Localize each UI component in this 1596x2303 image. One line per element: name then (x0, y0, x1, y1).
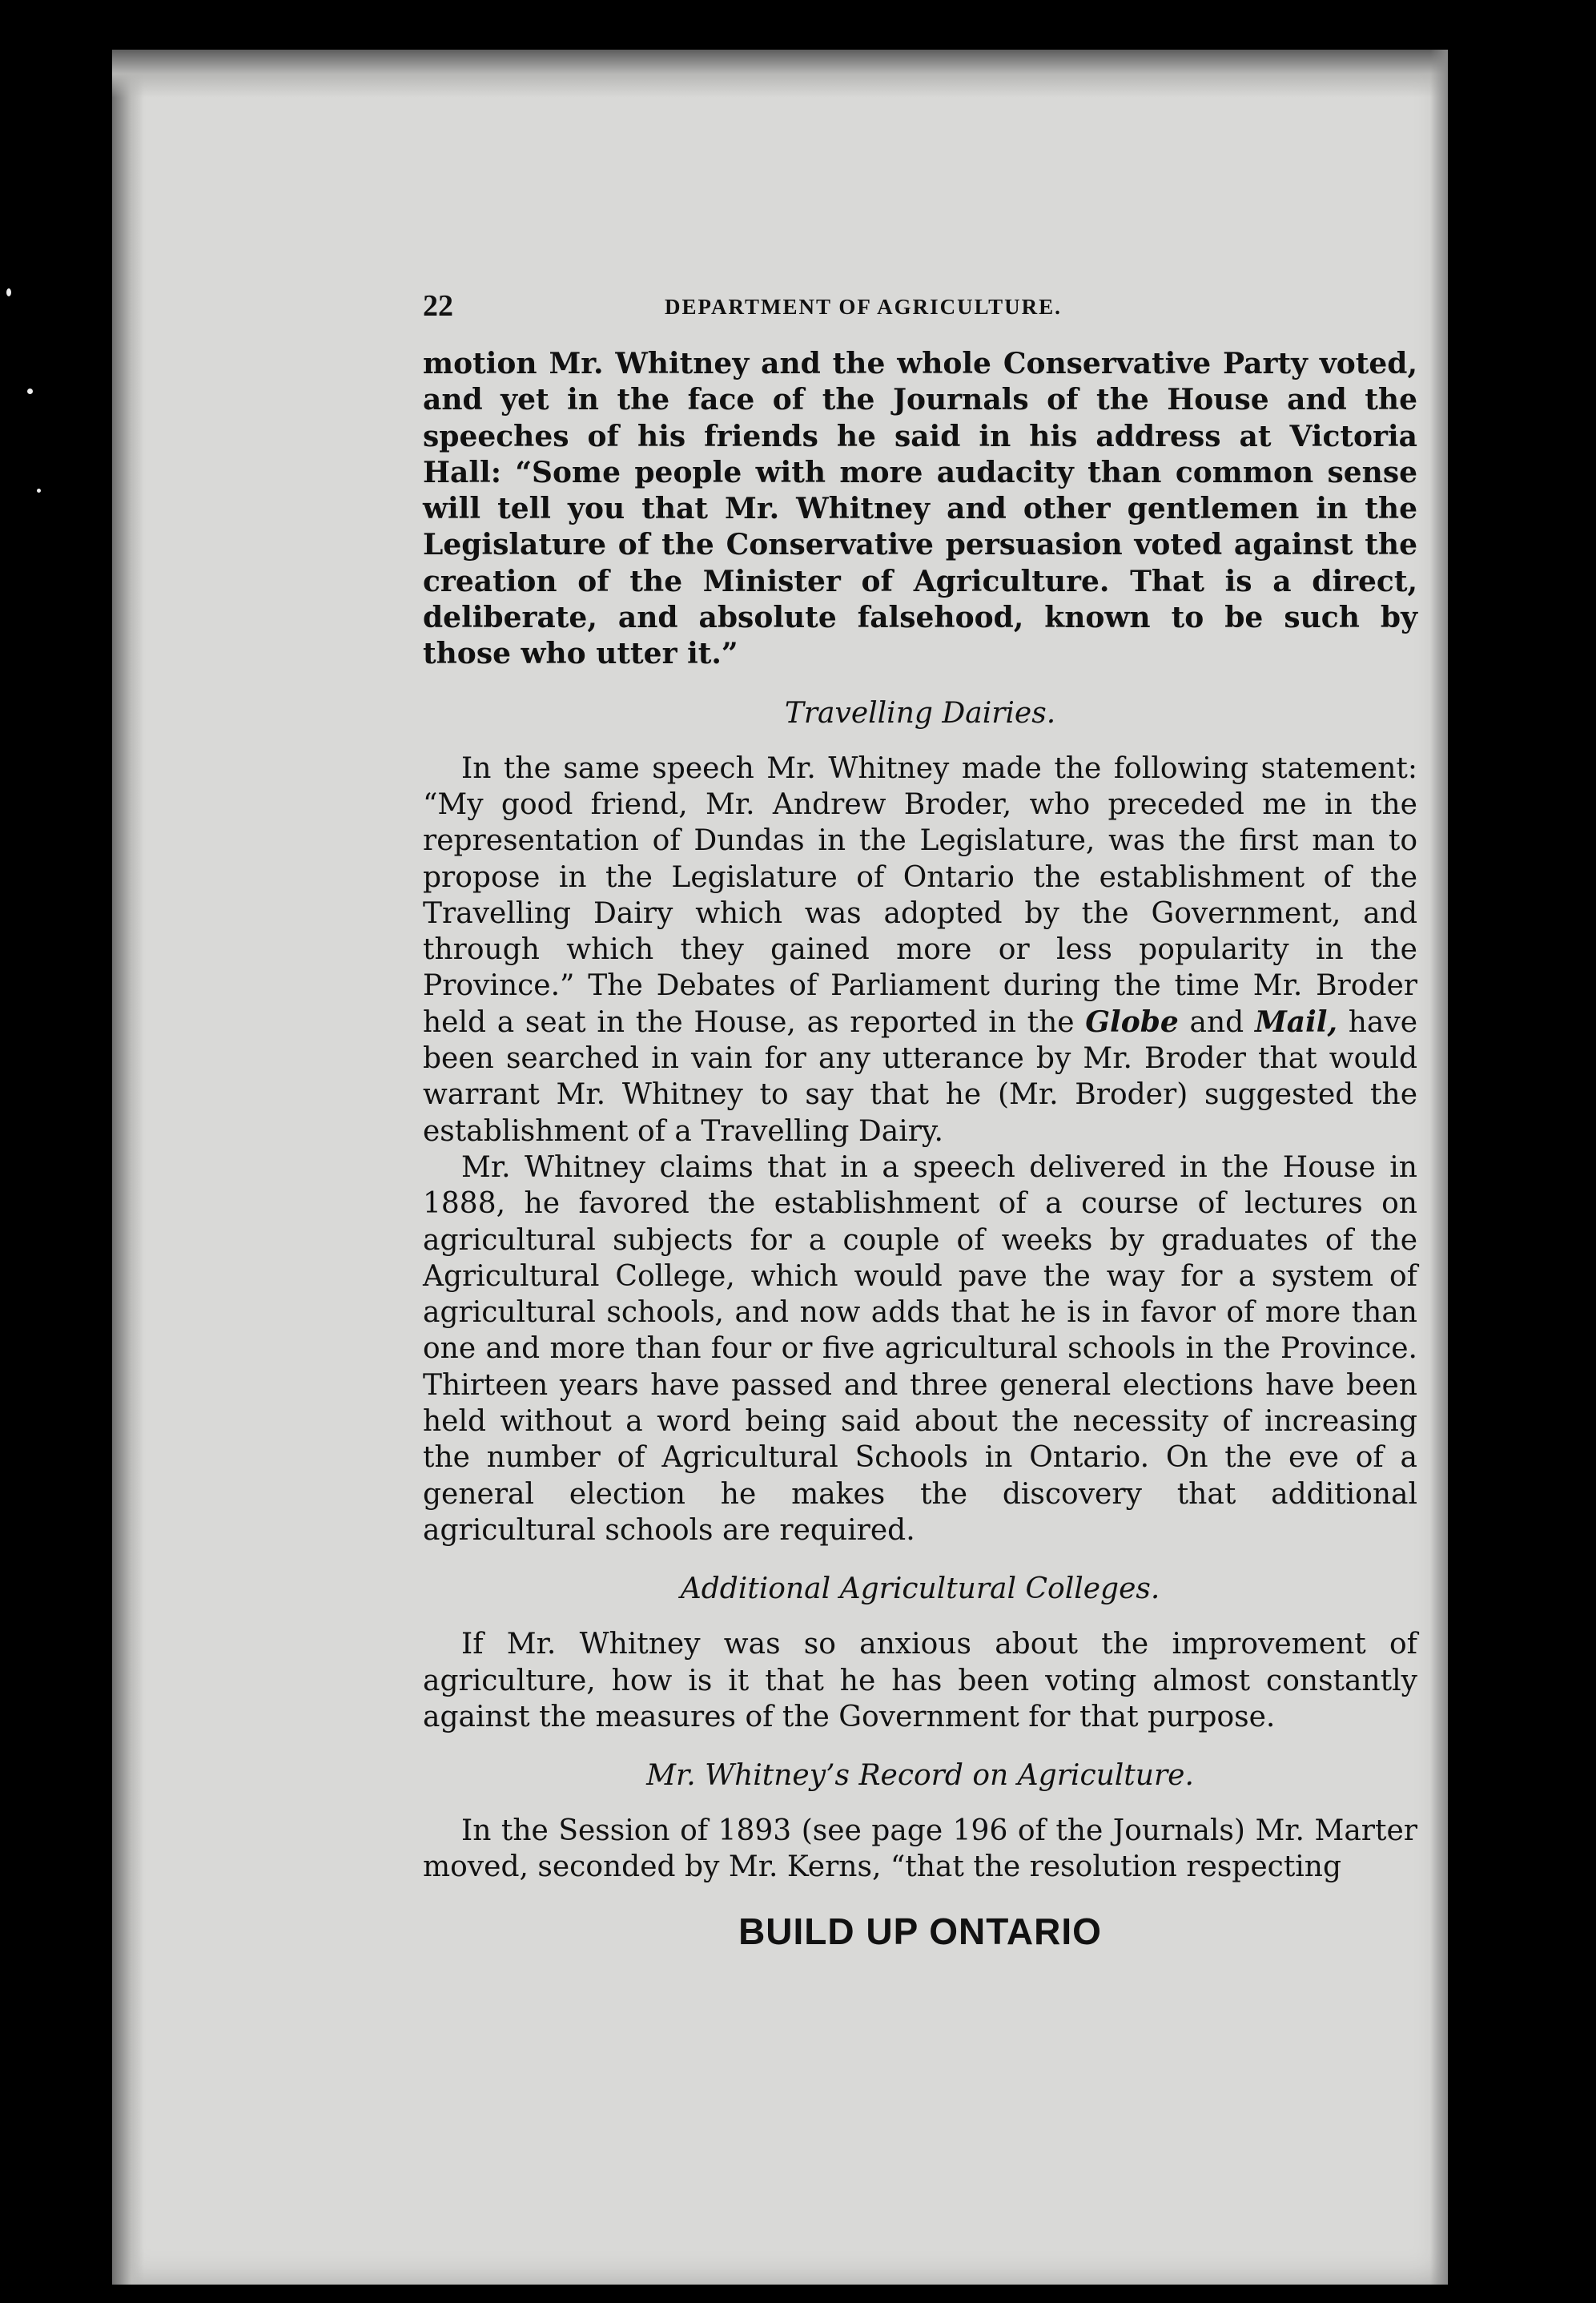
paragraph-text: have been searched in vain for any utterance by Mr. Broder that would warrant Mr. Whitney to say that he (Mr. Broder) suggested the establishment of a Travelling Dairy. (423, 1005, 1418, 1148)
running-title: DEPARTMENT OF AGRICULTURE. (665, 295, 1062, 319)
paragraph-agricultural-schools: Mr. Whitney claims that in a speech delivered in the House in 1888, he favored the establishment of a course of lectures on agricultural subjects for a couple of weeks by graduates of the Agricultural College, which would pave the way for a system of agricultural schools, and now adds that he is in favor of more than one and more than four or five agricultural schools in the Province. Thirteen years have passed and three general elections have been held without a word being said about the necessity of increasing the number of Agricultural Schools in Ontario. On the eve of a general election he makes the discovery that additional agricultural schools are required. (423, 1150, 1417, 1547)
paragraph-voting-record: If Mr. Whitney was so anxious about the improvement of agriculture, how is it that he has been voting almost constantly against the measures of the Government for that purpose. (423, 1628, 1417, 1733)
paragraph-travelling-dairy (423, 751, 1417, 1149)
page-shadow-right (1430, 50, 1448, 2285)
scan-speck (27, 389, 33, 394)
section-heading-additional-colleges: Additional Agricultural Colleges. (680, 1572, 1160, 1606)
page-shadow-top (112, 50, 1448, 98)
section-heading-record-on-agriculture: Mr. Whitney’s Record on Agriculture. (646, 1759, 1194, 1793)
footer-slogan: BUILD UP ONTARIO (738, 1910, 1102, 1952)
newspaper-mail: Mail, (1254, 1005, 1337, 1039)
scan-speck (37, 489, 41, 493)
page-number: 22 (423, 289, 453, 323)
running-head (423, 288, 1417, 328)
page-content (423, 288, 1417, 1953)
paragraph-victoria-hall: motion Mr. Whitney and the whole Conservative Party voted, and yet in the face of the Journals of the House and the speeches of his friends he said in his address at Victoria Hall: “Some people with more audacity than common sense will tell you that Mr. Whitney and other gentlemen in the Legislature of the Conservative persuasion voted against the creation of the Minister of Agriculture. That is a direct, deliberate, and absolute falsehood, known to be such by those who utter it.” (423, 347, 1417, 671)
page-shadow-left (112, 50, 144, 2285)
paragraph-text: and (1189, 1005, 1244, 1039)
newspaper-globe: Globe (1085, 1005, 1179, 1039)
scan-speck (6, 288, 11, 296)
section-heading-travelling-dairies: Travelling Dairies. (784, 696, 1056, 730)
paragraph-session-1893: In the Session of 1893 (see page 196 of the Journals) Mr. Marter moved, seconded by Mr. Kerns, “that the resolution respecting (423, 1814, 1417, 1884)
paragraph-text: In the same speech Mr. Whitney made the following statement: “My good friend, Mr. Andrew Broder, who preceded me in the representation of Dundas in the Legislature, was the first man to propose in the Legislature of Ontario the establishment of the Travelling Dairy which was adopted by the Government, and through which they gained more or less popularity in the Province.” The Debates of Parliament during the time Mr. Broder held a seat in the House, as reported in the (423, 751, 1417, 1039)
